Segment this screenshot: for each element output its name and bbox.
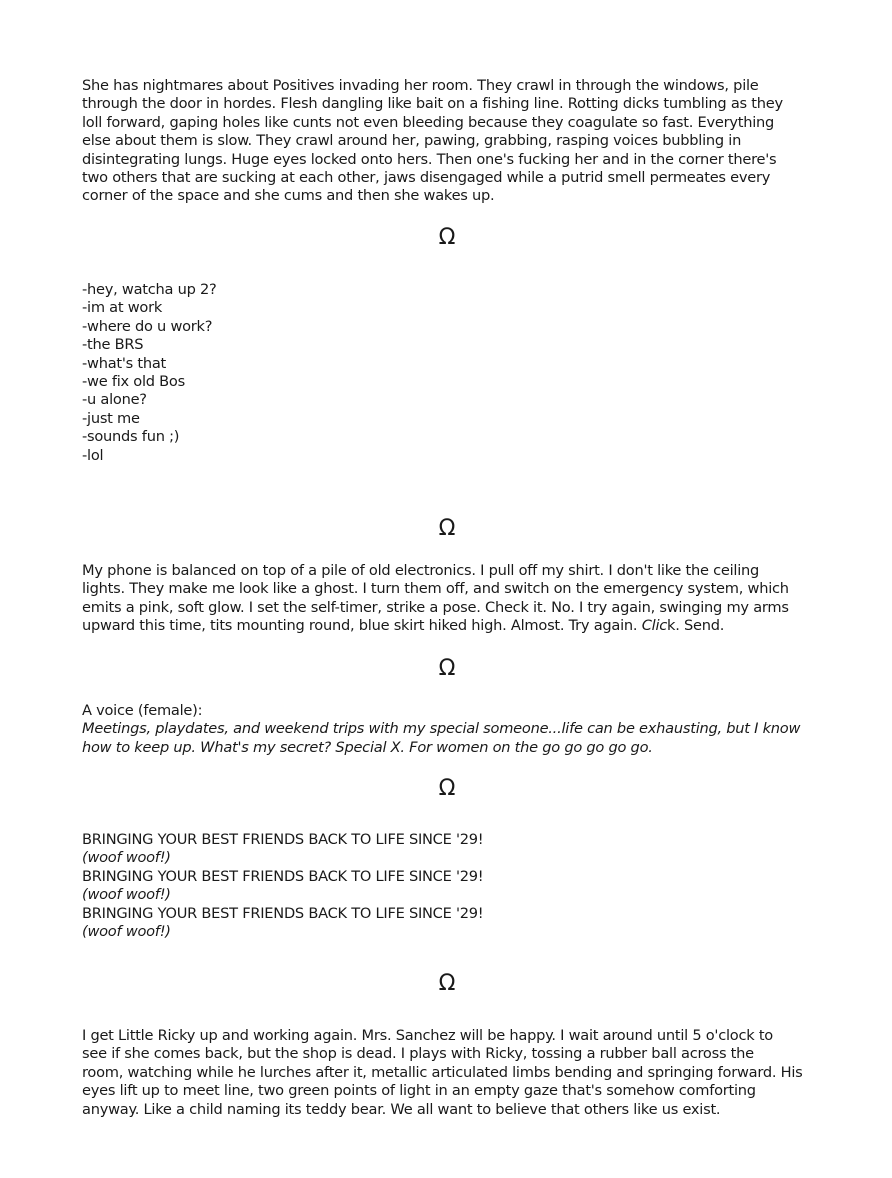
text-line: My phone is balanced on top of a pile of old electronics. I pull off my shirt. I don't like the ceiling (82, 562, 760, 579)
section-separator: Ω (438, 971, 456, 996)
photo-paragraph (82, 562, 812, 636)
text-line: else about them is slow. They crawl around her, pawing, grabbing, rasping voices bubbling in (82, 132, 742, 150)
slogan-line: BRINGING YOUR BEST FRIENDS BACK TO LIFE SINCE '29! (82, 867, 484, 885)
chat-line: -u alone? (82, 391, 147, 409)
bark-line: (woof woof!) (82, 923, 171, 941)
advert-line: how to keep up. What's my secret? Special X. For women on the go go go go go. (82, 738, 653, 756)
chat-line: -sounds fun ;) (82, 428, 180, 446)
text-line: disintegrating lungs. Huge eyes locked onto hers. Then one's fucking her and in the corner there's (82, 150, 777, 168)
slogan-block (82, 831, 812, 941)
text-line: room, watching while he lurches after it, metallic articulated limbs bending and springing forward. His (82, 1063, 803, 1081)
slogan-line: BRINGING YOUR BEST FRIENDS BACK TO LIFE SINCE '29! (82, 831, 484, 848)
chat-transcript (82, 281, 812, 465)
section-separator: Ω (438, 776, 456, 801)
chat-line: -hey, watcha up 2? (82, 281, 217, 298)
text-line: corner of the space and she cums and then she wakes up. (82, 187, 495, 205)
section-separator: Ω (438, 656, 456, 681)
slogan-line: BRINGING YOUR BEST FRIENDS BACK TO LIFE SINCE '29! (82, 904, 484, 922)
text-line: lights. They make me look like a ghost. I turn them off, and switch on the emergency system, which (82, 580, 789, 598)
nightmare-paragraph (82, 77, 812, 206)
text-line: She has nightmares about Positives invading her room. They crawl in through the windows, pile (82, 77, 759, 94)
text-line: through the door in hordes. Flesh dangling like bait on a fishing line. Rotting dicks tumbling as they (82, 95, 783, 113)
text-segment: upward this time, tits mounting round, blue skirt hiked high. Almost. Try again. (82, 617, 642, 635)
text-line: loll forward, gaping holes like cunts not even bleeding because they coagulate so fast. Everything (82, 113, 775, 131)
text-line: see if she comes back, but the shop is dead. I plays with Ricky, tossing a rubber ball across the (82, 1045, 754, 1063)
advert-line: Meetings, playdates, and weekend trips with my special someone...life can be exhausting, but I know (82, 720, 801, 738)
italic-click-text: Clic (641, 617, 668, 635)
advert-speaker: A voice (female): (82, 702, 203, 719)
bark-line: (woof woof!) (82, 886, 171, 904)
text-line (82, 617, 812, 635)
advert-block (82, 702, 812, 757)
ricky-paragraph (82, 1027, 812, 1119)
text-segment: k. Send. (667, 617, 725, 635)
text-line: anyway. Like a child naming its teddy bear. We all want to believe that others like us exist. (82, 1100, 721, 1118)
text-line: I get Little Ricky up and working again. Mrs. Sanchez will be happy. I wait around until 5 o'clock to (82, 1027, 773, 1044)
chat-line: -im at work (82, 299, 163, 317)
chat-line: -we fix old Bos (82, 373, 185, 391)
section-separator: Ω (438, 516, 456, 541)
chat-line: -what's that (82, 354, 167, 372)
text-line: two others that are sucking at each other, jaws disengaged while a putrid smell permeates every (82, 169, 771, 187)
text-line: emits a pink, soft glow. I set the self-timer, strike a pose. Check it. No. I try again, swinging my arms (82, 598, 789, 616)
chat-line: -just me (82, 409, 140, 427)
section-separator: Ω (438, 225, 456, 250)
chat-line: -the BRS (82, 336, 144, 354)
bark-line: (woof woof!) (82, 849, 171, 867)
chat-line: -where do u work? (82, 317, 213, 335)
text-line: eyes lift up to meet line, two green points of light in an empty gaze that's somehow comforting (82, 1082, 756, 1100)
chat-line: -lol (82, 446, 104, 464)
